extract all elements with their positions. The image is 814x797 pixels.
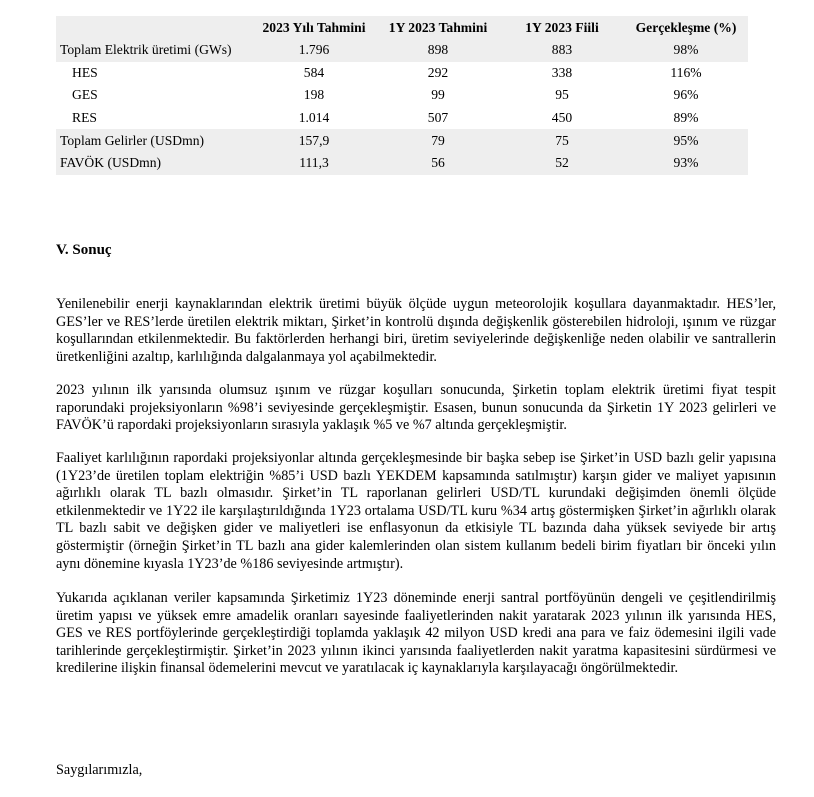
table-cell: 75 [500,129,624,152]
table-cell: 89% [673,110,699,126]
table-row [56,107,748,130]
table-row [56,84,748,107]
table-cell: 93% [624,152,748,175]
table-cell: 338 [551,64,573,80]
table-cell: 507 [427,110,449,126]
row-label: GES [72,87,98,103]
section-heading: V. Sonuç [56,242,112,258]
table-header-cell: 1Y 2023 Tahmini [376,16,500,39]
table-cell: 1.796 [252,39,376,62]
table-header-cell: Gerçekleşme (%) [624,16,748,39]
table-cell: 111,3 [252,152,376,175]
production-summary-table [56,16,748,175]
table-cell: 116% [670,64,702,80]
table-cell: 198 [303,87,325,103]
table-cell: 883 [500,39,624,62]
table-row [56,39,748,62]
table-row [56,129,748,152]
table-cell: 79 [376,129,500,152]
table-cell: 584 [303,64,325,80]
paragraph: Faaliyet karlılığının rapordaki projeksiyonlar altında gerçekleşmesinde bir başka sebep ise Şirket’in USD bazlı gelir yapısına (1Y23’de üretilen toplam elektriğin %85’i USD bazlı YEKDEM kapsamında satılmıştır) karşın gider ve maliyet yapısının ağırlıklı olarak TL bazlı olmasıdır. Şirket’in TL raporlanan gelirleri USD/TL kurundaki değişimden önemli ölçüde etkilenmektedir ve 1Y22 ile karşılaştırıldığında 1Y23 ortalama USD/TL kuru %34 artış göstermişken Şirket’in ağırlıklı olarak TL bazlı sabit ve değişken gider ve maliyetleri ise enflasyonun da etkisiyle TL bazında daha yüksek seviyede bir artış göstermiştir (örneğin Şirket’in TL bazlı ana gider kalemlerinden olan sistem kullanım bedeli birim fiyatları bir önceki yılın aynı dönemine kıyasla 1Y23’de %186 seviyesinde artmıştır). [56,450,776,572]
table-cell: 292 [427,64,449,80]
row-label: HES [72,64,98,80]
table-row [56,152,748,175]
row-label: Toplam Elektrik üretimi (GWs) [56,39,252,62]
table-cell: 95% [624,129,748,152]
table-cell: 95 [555,87,569,103]
closing-line: Saygılarımızla, [56,762,143,778]
table-cell: 898 [376,39,500,62]
paragraph: Yenilenebilir enerji kaynaklarından elektrik üretimi büyük ölçüde uygun meteorolojik koşullara dayanmaktadır. HES’ler, GES’ler ve RES’lerde üretilen elektrik miktarı, Şirket’in kontrolü dışında değişkenlik gösterebilen hidroloji, ışınım ve rüzgar koşullarından etkilenmektedir. Bu faktörlerden herhangi biri, üretim seviyelerinde değişkenliğe neden olabilir ve santrallerin üretkenliğini azaltıp, karlılığında dalgalanmaya yol açabilmektedir. [56,296,776,365]
table-row [56,62,748,85]
table-cell: 157,9 [252,129,376,152]
paragraph: 2023 yılının ilk yarısında olumsuz ışınım ve rüzgar koşulları sonucunda, Şirketin toplam elektrik üretimi fiyat tespit raporundaki projeksiyonların %98’i seviyesinde gerçekleşmiştir. Esasen, bunun sonucunda da Şirketin 1Y 2023 gelirleri ve FAVÖK’ü rapordaki projeksiyonların sırasıyla yaklaşık %5 ve %7 altında gerçekleşmiştir. [56,382,776,434]
table-cell: 1.014 [298,110,330,126]
table-cell: 450 [551,110,573,126]
row-label: FAVÖK (USDmn) [56,152,252,175]
table-cell: 56 [376,152,500,175]
table-cell: 96% [673,87,699,103]
table-header-cell: 1Y 2023 Fiili [500,16,624,39]
table-header-cell: 2023 Yılı Tahmini [252,16,376,39]
table-cell: 99 [431,87,445,103]
table-header-row [56,16,748,39]
row-label: RES [72,110,97,126]
table-cell: 98% [624,39,748,62]
row-label: Toplam Gelirler (USDmn) [56,129,252,152]
paragraph: Yukarıda açıklanan veriler kapsamında Şirketimiz 1Y23 döneminde enerji santral portföyünün dengeli ve çeşitlendirilmiş üretim yapısı ve yüksek emre amadelik oranları sayesinde faaliyetlerinden nakit yaratarak 2023 yılının ilk yarısında HES, GES ve RES portföylerinde gerçekleştirdiği toplamda yaklaşık 42 milyon USD kredi ana para ve faiz ödemesini ilgili vade tarihlerinde gerçekleştirmiştir. Şirket’in 2023 yılının ikinci yarısında faaliyetlerden nakit yaratma kapasitesini sürdürmesi ve kredilerine ilişkin finansal ödemelerini mevcut ve yaratılacak iç kaynaklarıyla karşılayacağı öngörülmektedir. [56,590,776,677]
table-cell: 52 [500,152,624,175]
table-header-cell [56,16,252,39]
